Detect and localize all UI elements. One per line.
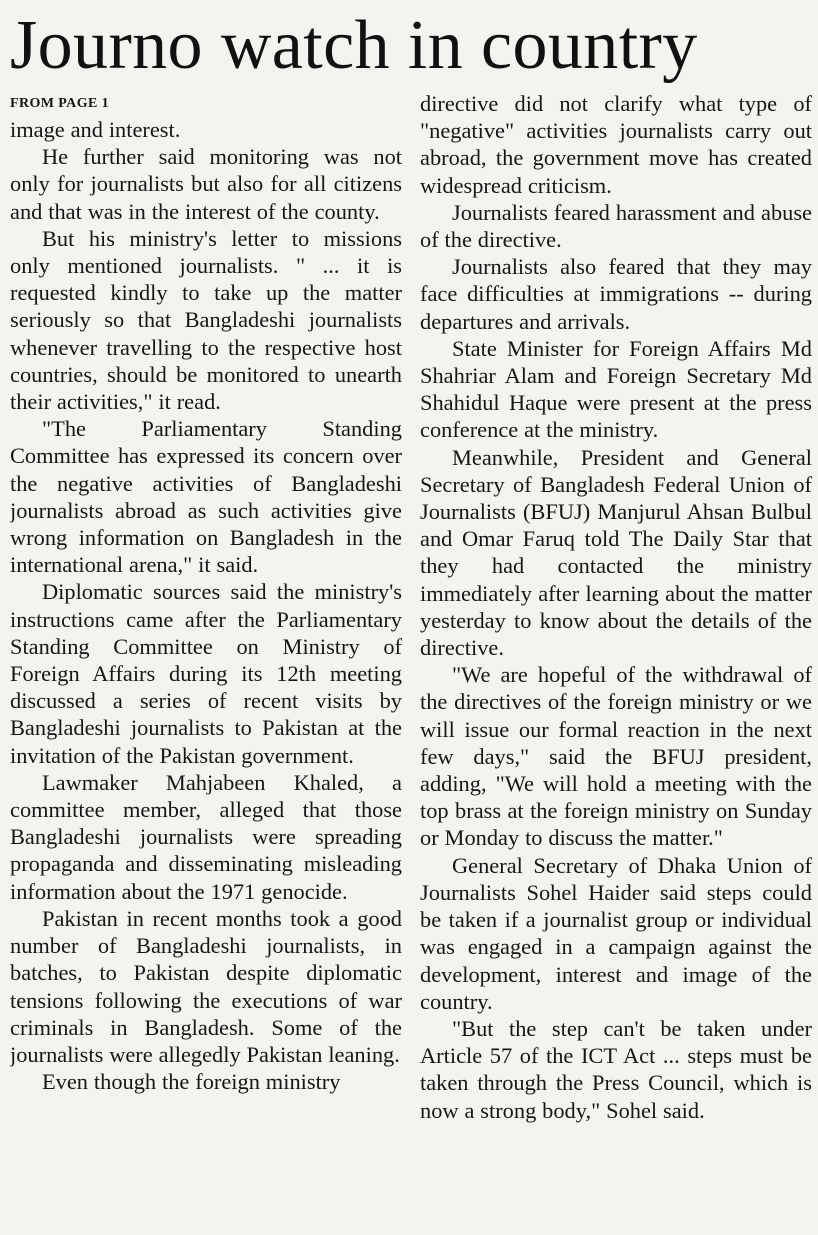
paragraph: Journalists feared harassment and abuse of the directive. bbox=[420, 199, 812, 253]
paragraph: "But the step can't be taken under Article 57 of the ICT Act ... steps must be taken through the Press Council, which is now a strong body," Sohel said. bbox=[420, 1015, 812, 1123]
from-page-kicker: FROM PAGE 1 bbox=[10, 96, 110, 111]
paragraph: Lawmaker Mahjabeen Khaled, a committee member, alleged that those Bangladeshi journalists were spreading propaganda and disseminating misleading information about the 1971 genocide. bbox=[10, 769, 402, 904]
paragraph: "We are hopeful of the withdrawal of the directives of the foreign ministry or we will issue our formal reaction in the next few days," said the BFUJ president, adding, "We will hold a meeting with the top brass at the foreign ministry on Sunday or Monday to discuss the matter." bbox=[420, 662, 812, 851]
headline: Journo watch in country bbox=[10, 7, 698, 84]
paragraph: Diplomatic sources said the ministry's instructions came after the Parliamentary Standing Committee on Ministry of Foreign Affairs during its 12th meeting discussed a series of recent visits by Bangladeshi journalists to Pakistan at the invitation of the Pakistan government. bbox=[10, 579, 402, 768]
paragraph: He further said monitoring was not only for journalists but also for all citizens and that was in the interest of the county. bbox=[10, 144, 402, 224]
paragraph: Pakistan in recent months took a good number of Bangladeshi journalists, in batches, to Pakistan despite diplomatic tensions following the executions of war criminals in Bangladesh. Some of the journalists were allegedly Pakistan leaning. bbox=[10, 905, 402, 1067]
right-column bbox=[420, 90, 812, 1233]
paragraph: directive did not clarify what type of "negative" activities journalists carry out abroad, the government move has created widespread criticism. bbox=[420, 91, 812, 198]
paragraph: State Minister for Foreign Affairs Md Shahriar Alam and Foreign Secretary Md Shahidul Haque were present at the press conference at the ministry. bbox=[420, 335, 812, 443]
paragraph: Meanwhile, President and General Secretary of Bangladesh Federal Union of Journalists (BFUJ) Manjurul Ahsan Bulbul and Omar Faruq told The Daily Star that they had contacted the ministry immediately after learning about the matter yesterday to know about the details of the directive. bbox=[420, 444, 812, 661]
paragraph: Journalists also feared that they may face difficulties at immigrations -- during departures and arrivals. bbox=[420, 254, 812, 334]
paragraph: Even though the foreign ministry bbox=[42, 1069, 341, 1095]
paragraph: General Secretary of Dhaka Union of Journalists Sohel Haider said steps could be taken if a journalist group or individual was engaged in a campaign against the development, interest and image of the country. bbox=[420, 852, 812, 1014]
paragraph: "The Parliamentary Standing Committee has expressed its concern over the negative activities of Bangladeshi journalists abroad as such activities give wrong information on Bangladesh in the international arena," it said. bbox=[10, 416, 402, 578]
paragraph: image and interest. bbox=[10, 117, 181, 142]
left-column bbox=[10, 92, 402, 1235]
paragraph: But his ministry's letter to missions only mentioned journalists. " ... it is requested kindly to take up the matter seriously so that Bangladeshi journalists whenever travelling to the respective host countries, should be monitored to unearth their activities," it read. bbox=[10, 225, 402, 415]
